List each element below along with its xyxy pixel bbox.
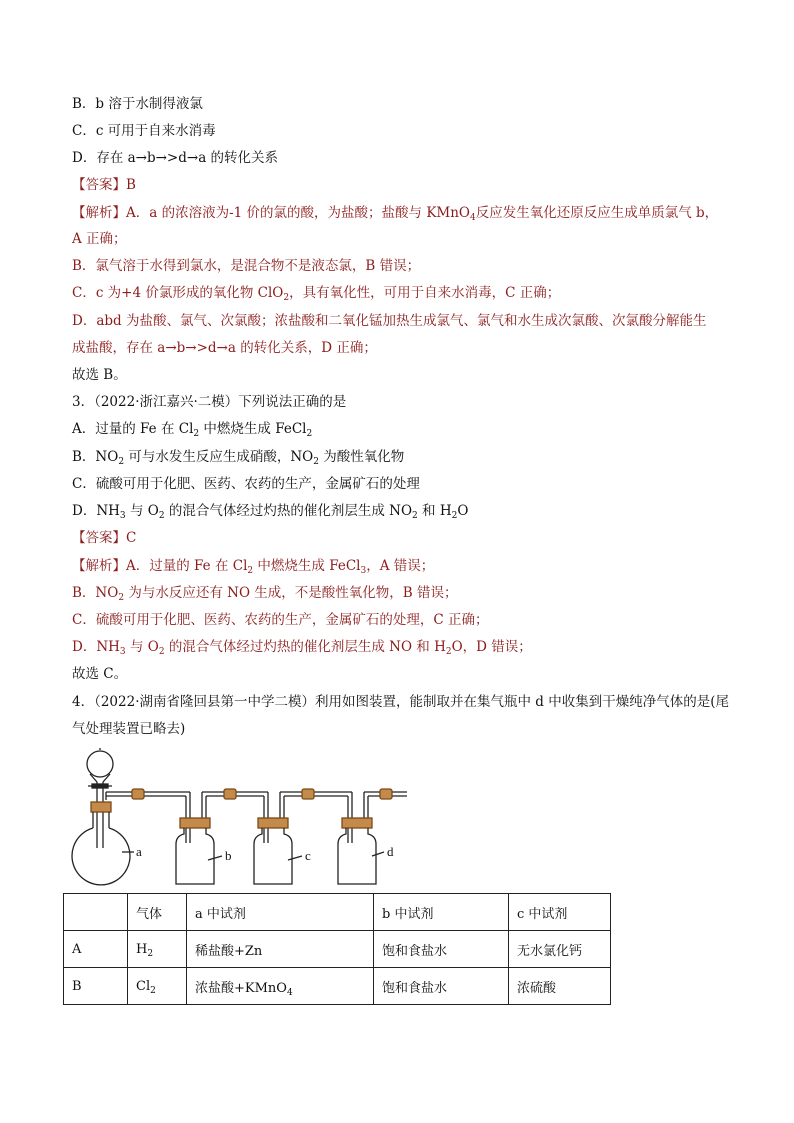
label-b: b <box>225 848 232 863</box>
label-d: d <box>387 844 394 859</box>
q3-stem: 3．（2022·浙江嘉兴·二模）下列说法正确的是 <box>72 394 347 410</box>
reagent-b-cell: 饱和食盐水 <box>374 968 509 1005</box>
reagent-b-cell: 饱和食盐水 <box>374 931 509 968</box>
table-header-cell: a 中试剂 <box>187 894 374 931</box>
table-row <box>64 931 611 968</box>
table-header-cell: 气体 <box>128 894 187 931</box>
q2-analysis-line-6: 成盐酸，存在 a→b→>d→a 的转化关系，D 正确； <box>72 340 377 356</box>
q2-option-d: D．存在 a→b→>d→a 的转化关系 <box>72 150 279 166</box>
gas-cell: $H_2$ <box>128 931 187 968</box>
q2-answer: 【答案】B <box>72 177 136 193</box>
bottle-d <box>338 818 394 884</box>
q2-option-b: B．b 溶于水制得液氯 <box>72 96 203 112</box>
q4-stem-line-1: 4．（2022·湖南省隆回县第一中学二模）利用如图装置，能制取并在集气瓶中 d 中收集到干燥纯净气体的是(尾 <box>72 694 729 710</box>
q3-analysis-a: 【解析】A．过量的 Fe 在 $Cl_2$ 中燃烧生成 FeCl$_3$，A 错误； <box>72 558 435 576</box>
q2-conclusion: 故选 B。 <box>72 367 127 383</box>
table-header-row <box>64 894 611 931</box>
q3-conclusion: 故选 C。 <box>72 666 128 682</box>
q2-analysis-line-5: D．abd 为盐酸、氯气、次氯酸；浓盐酸和二氧化锰加热生成氯气、氯气和水生成次氯酸、次氯酸分解能生 <box>72 313 707 329</box>
q3-option-b: B．$NO_2$ 可与水发生反应生成硝酸，$NO_2$ 为酸性氧化物 <box>72 449 405 467</box>
bottle-b <box>176 818 232 884</box>
label-a: a <box>136 844 142 859</box>
reagent-a-cell: 浓盐酸+KMnO$_4$ <box>187 968 374 1005</box>
gas-cell: $Cl_2$ <box>128 968 187 1005</box>
q3-analysis-c: C．硫酸可用于化肥、医药、农药的生产，金属矿石的处理，C 正确； <box>72 612 489 628</box>
reagent-a-cell: 稀盐酸+Zn <box>187 931 374 968</box>
bottle-c <box>254 818 311 884</box>
q3-option-d: D．$NH_3$ 与 $O_2$ 的混合气体经过灼热的催化剂层生成 $NO_2$ 和 $H_2O$ <box>72 503 469 521</box>
q3-analysis-d: D．$NH_3$ 与 $O_2$ 的混合气体经过灼热的催化剂层生成 NO 和 $H_2O$，D 错误； <box>72 639 532 657</box>
analysis-label: 【解析】 <box>72 558 126 574</box>
row-label: A <box>64 931 128 968</box>
q3-analysis-b: B．$NO_2$ 为与水反应还有 NO 生成，不是酸性氧化物，B 错误； <box>72 585 458 603</box>
table-header-cell <box>64 894 128 931</box>
q2-analysis-line-2: A 正确； <box>72 231 127 247</box>
table-header-cell: c 中试剂 <box>509 894 611 931</box>
q3-option-c: C．硫酸可用于化肥、医药、农药的生产，金属矿石的处理 <box>72 476 420 492</box>
q3-answer: 【答案】C <box>72 530 137 546</box>
table-row <box>64 968 611 1005</box>
q2-option-c: C．c 可用于自来水消毒 <box>72 123 216 139</box>
q2-analysis-line-3: B．氯气溶于水得到氯水，是混合物不是液态氯，B 错误； <box>72 258 421 274</box>
analysis-label: 【解析】 <box>72 205 126 221</box>
gas-apparatus-figure <box>62 748 422 890</box>
reagent-c-cell: 浓硫酸 <box>509 968 611 1005</box>
q4-stem-line-2: 气处理装置已略去) <box>72 721 186 737</box>
flask-a <box>72 802 142 885</box>
connecting-tube <box>106 789 407 843</box>
row-label: B <box>64 968 128 1005</box>
table-header-cell: b 中试剂 <box>374 894 509 931</box>
q2-analysis-line-1: 【解析】A．a 的浓溶液为-1 价的氯的酸，为盐酸；盐酸与 KMnO$_4$反应发生氧化还原反应生成单质氯气 b， <box>72 205 719 223</box>
q2-analysis-line-4: C．c 为+4 价氯形成的氧化物 ClO$_2$，具有氧化性，可用于自来水消毒，C 正确； <box>72 285 561 303</box>
label-c: c <box>305 848 311 863</box>
separatory-funnel <box>87 748 113 848</box>
reagent-c-cell: 无水氯化钙 <box>509 931 611 968</box>
q3-option-a: A．过量的 Fe 在 $Cl_2$ 中燃烧生成 FeCl$_2$ <box>72 421 313 439</box>
reagent-table <box>63 893 611 1005</box>
